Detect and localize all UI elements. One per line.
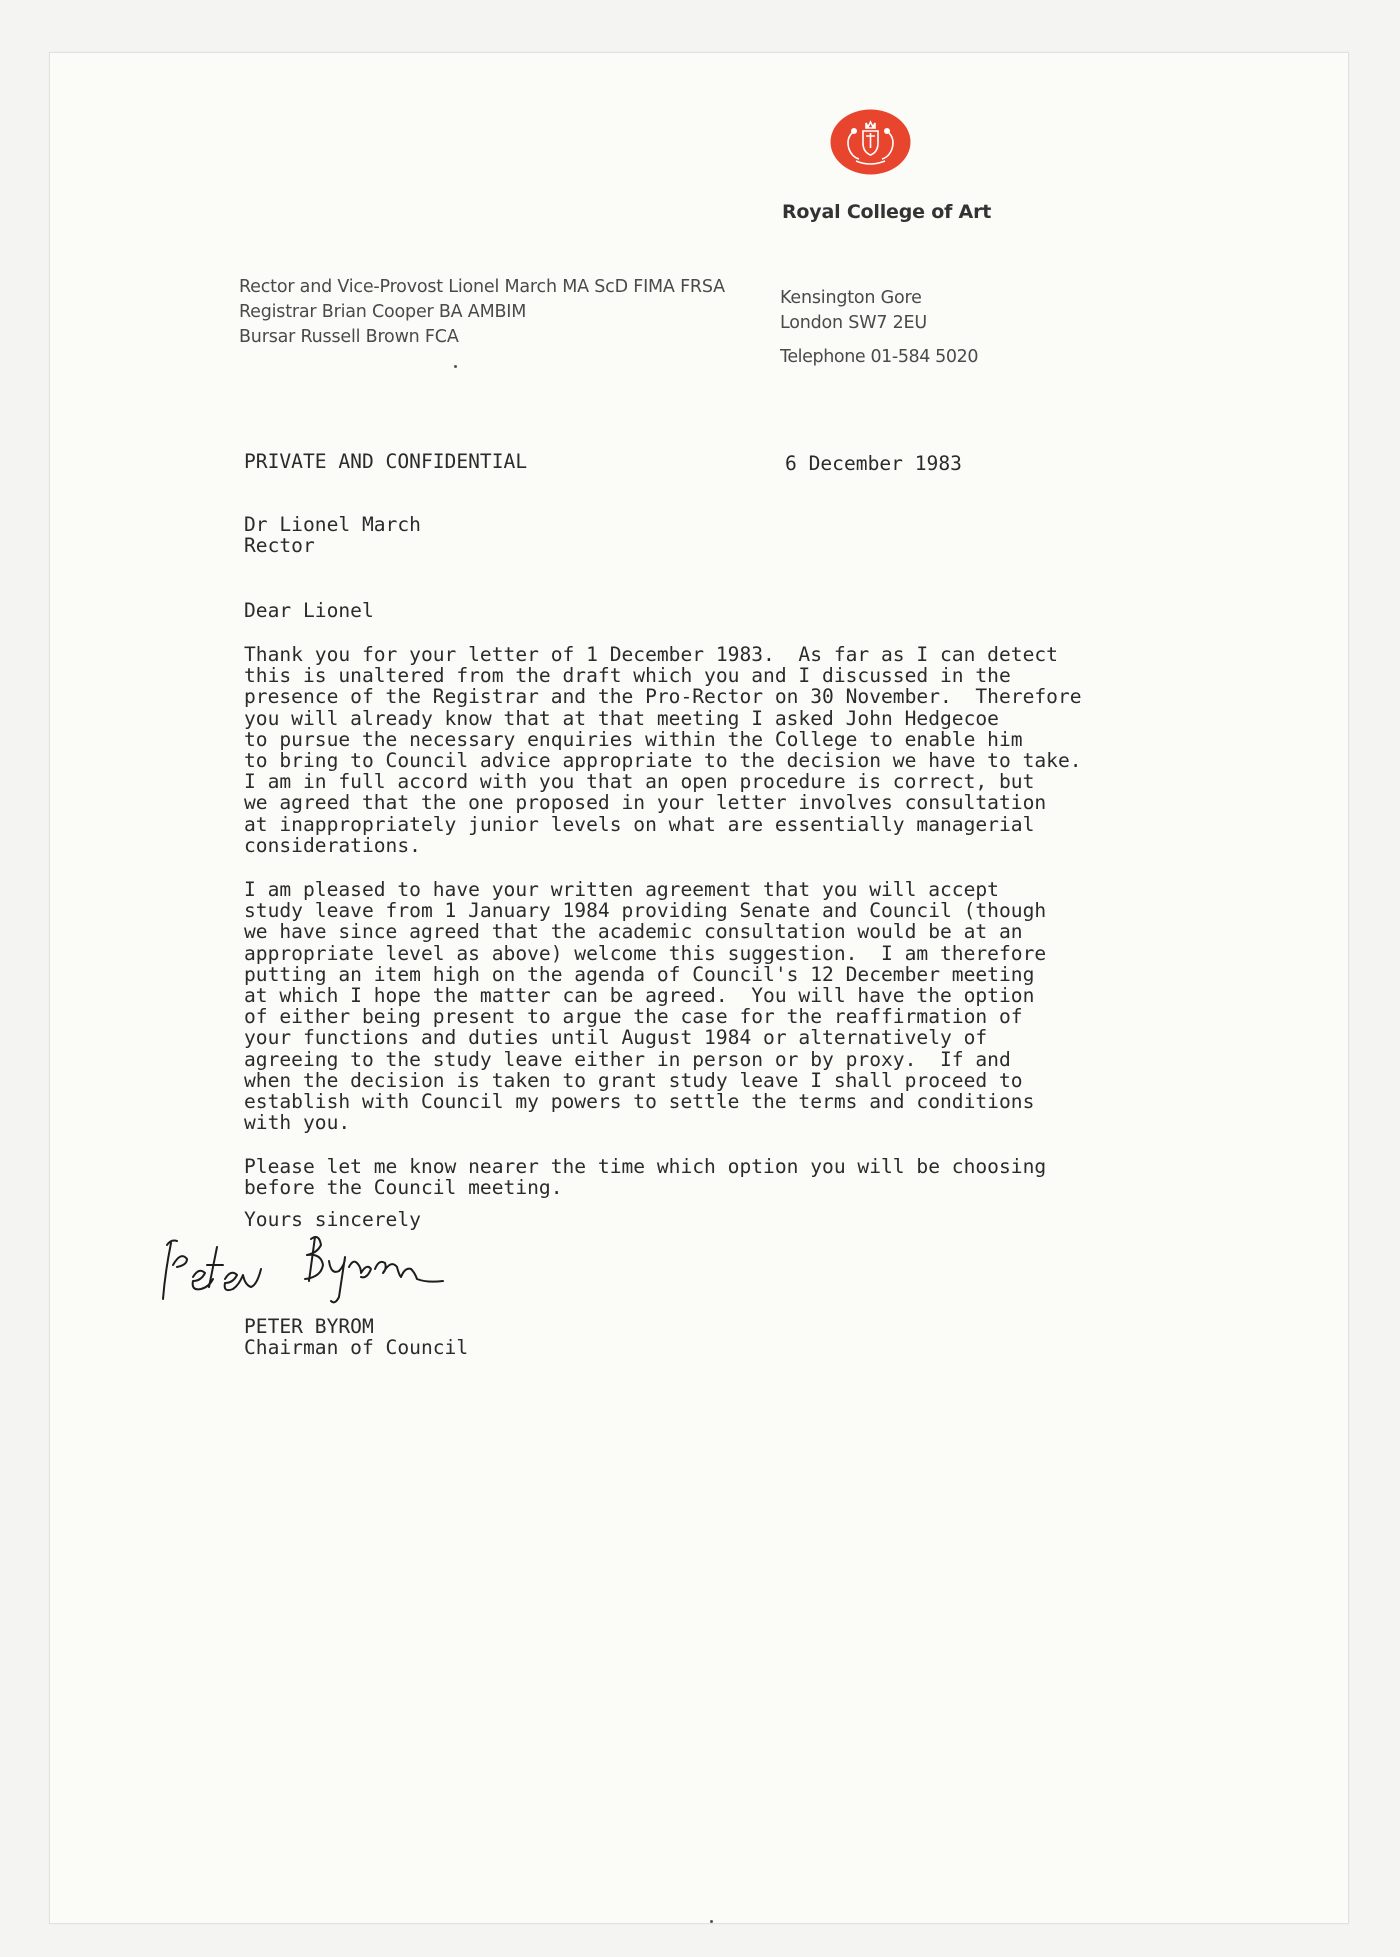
college-address (780, 286, 927, 336)
salutation: Dear Lionel (244, 599, 374, 622)
body-paragraph: I am pleased to have your written agreement that you will accept study leave from 1 January 1984 providing Senate and Council (though we have since agreed that the academic consultation would be at an appropriate level as above) welcome this suggestion. I am therefore putting an item high on the agenda of Council's 12 December meeting at which I hope the matter can be agreed. You will have the option of either being present to argue the case for the reaffirmation of your functions and duties until August 1984 or alternatively of agreeing to the study leave either in person or by proxy. If and when the decision is taken to grant study leave I shall proceed to establish with Council my powers to settle the terms and conditions with you. (244, 878, 1047, 1135)
officer-line: Bursar Russell Brown FCA (239, 327, 459, 347)
body-paragraph: Thank you for your letter of 1 December 1983. As far as I can detect this is unaltered from the draft which you and I discussed in the presence of the Registrar and the Pro-Rector on 30 November. Therefore you will already know that at that meeting I asked John Hedgecoe to pursue the necessary enquiries within the College to enable him to bring to Council advice appropriate to the decision we have to take. I am in full accord with you that an open procedure is correct, but we agreed that the one proposed in your letter involves consultation at inappropriately junior levels on what are essentially managerial considerations. (244, 643, 1082, 857)
recipient-title: Rector (244, 534, 315, 558)
address-line: Kensington Gore (780, 288, 922, 308)
paper-speck (454, 365, 457, 368)
paper-speck (710, 1920, 713, 1923)
handwritten-signature (153, 1217, 453, 1317)
officer-line: Rector and Vice-Provost Lionel March MA ScD FIMA FRSA (239, 277, 725, 297)
recipient-block (244, 514, 421, 556)
officer-line: Registrar Brian Cooper BA AMBIM (239, 302, 527, 322)
signer-block (244, 1316, 468, 1358)
officers-list (239, 275, 725, 350)
body-paragraph: Please let me know nearer the time which option you will be choosing before the Council meeting. (244, 1155, 1047, 1200)
signer-name: PETER BYROM (244, 1315, 374, 1338)
closing-phrase: Yours sincerely (244, 1208, 421, 1231)
royal-crest-logo (830, 109, 911, 175)
signer-title: Chairman of Council (244, 1336, 469, 1360)
college-name: Royal College of Art (782, 201, 992, 223)
address-line: London SW7 2EU (780, 313, 928, 333)
letter-date: 6 December 1983 (785, 452, 962, 475)
telephone-number: Telephone 01-584 5020 (780, 347, 979, 367)
recipient-name: Dr Lionel March (244, 513, 421, 536)
letter-page (49, 52, 1349, 1924)
confidentiality-notice: PRIVATE AND CONFIDENTIAL (244, 450, 528, 473)
